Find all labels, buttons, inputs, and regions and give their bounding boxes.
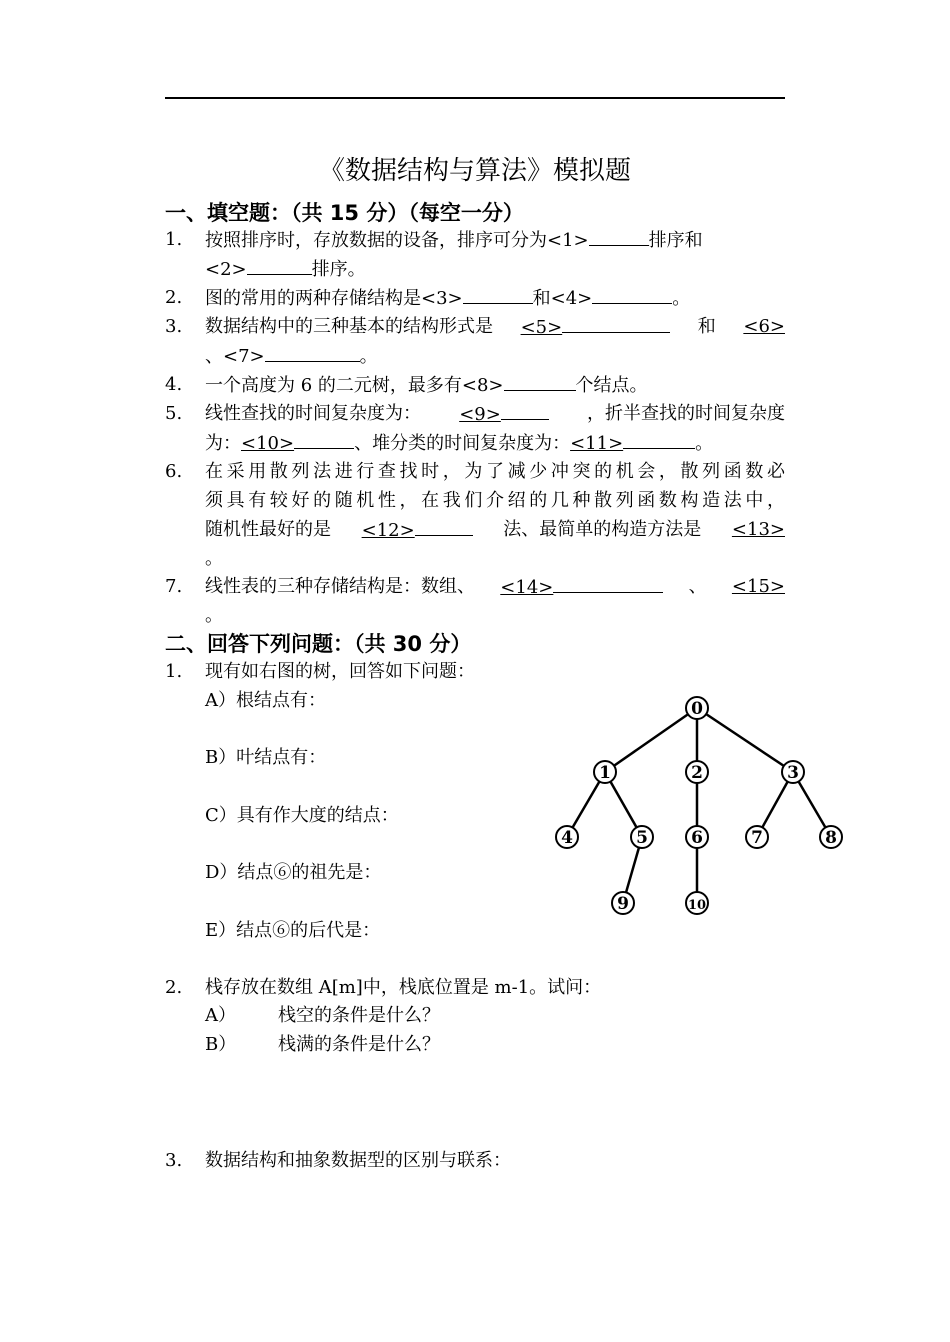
answer-blank-12[interactable]: <12> bbox=[361, 520, 415, 541]
q1-number: 1. bbox=[165, 229, 183, 250]
section-1-heading: 一、填空题：（共 15 分）（每空一分） bbox=[165, 201, 524, 225]
svg-text:8: 8 bbox=[825, 828, 837, 848]
s2-q2-b: 栈满的条件是什么？ bbox=[278, 1034, 440, 1055]
q6-line-2: 须具有较好的随机性，在我们介绍的几种散列函数构造法中， bbox=[205, 490, 785, 511]
tree-node-9 bbox=[612, 892, 634, 914]
answer-blank-14[interactable]: <14> bbox=[500, 577, 554, 598]
answer-blank-13[interactable]: <13> bbox=[731, 519, 785, 540]
answer-blank-4[interactable] bbox=[592, 285, 672, 304]
answer-blank-2[interactable] bbox=[247, 256, 312, 275]
tree-node-1 bbox=[594, 761, 616, 783]
q6-line-1: 在采用散列法进行查找时，为了减少冲突的机会，散列函数必 bbox=[205, 461, 785, 482]
s2-q1-c: C）具有作大度的结点： bbox=[205, 805, 399, 826]
tree-node-0 bbox=[686, 697, 708, 719]
svg-text:1: 1 bbox=[599, 763, 611, 783]
q6-line-4: 。 bbox=[205, 548, 223, 569]
s2-q2-a-label: A） bbox=[205, 1005, 236, 1026]
q6-number: 6. bbox=[165, 461, 183, 482]
tree-node-10 bbox=[686, 892, 708, 914]
s2-q2-text: 栈存放在数组 A[m]中，栈底位置是 m-1。试问： bbox=[205, 977, 602, 998]
q3-line-2: 、<7> 。 bbox=[205, 343, 378, 370]
answer-blank-3[interactable] bbox=[463, 285, 533, 304]
answer-blank-1[interactable] bbox=[589, 227, 649, 246]
q3-line-1: 数据结构中的三种基本的结构形式是 <5> 和 <6> bbox=[205, 314, 785, 341]
s2-q1-text: 现有如右图的树，回答如下问题： bbox=[205, 661, 475, 682]
s2-q2-number: 2. bbox=[165, 977, 183, 998]
q6-line-3: 随机性最好的是 <12> 法、最简单的构造方法是 <13> bbox=[205, 517, 785, 544]
svg-text:7: 7 bbox=[751, 828, 763, 848]
q2-number: 2. bbox=[165, 287, 183, 308]
s2-q1-e: E）结点⑥的后代是： bbox=[205, 920, 381, 941]
tree-edge-0-1 bbox=[605, 708, 697, 772]
tree-node-5 bbox=[631, 826, 653, 848]
q4-line: 一个高度为 6 的二元树，最多有<8> 个结点。 bbox=[205, 372, 648, 399]
answer-blank-7[interactable] bbox=[265, 343, 360, 362]
svg-text:5: 5 bbox=[636, 828, 648, 848]
svg-text:0: 0 bbox=[691, 699, 703, 719]
tree-node-6 bbox=[686, 826, 708, 848]
svg-text:10: 10 bbox=[687, 898, 707, 913]
svg-text:4: 4 bbox=[561, 828, 573, 848]
tree-node-4 bbox=[556, 826, 578, 848]
q2-line: 图的常用的两种存储结构是<3> 和<4> 。 bbox=[205, 285, 690, 312]
tree-node-7 bbox=[746, 826, 768, 848]
q5-line-2: 为：<10> 、堆分类的时间复杂度为：<11> 。 bbox=[205, 430, 713, 457]
s2-q1-a: A）根结点有： bbox=[205, 690, 326, 711]
answer-blank-11[interactable]: <11> bbox=[570, 433, 624, 454]
s2-q1-d: D）结点⑥的祖先是： bbox=[205, 862, 382, 883]
q7-line-1: 线性表的三种存储结构是：数组、 <14> 、 <15> bbox=[205, 574, 785, 601]
answer-blank-6[interactable]: <6> bbox=[743, 316, 785, 337]
s2-q1-b: B）叶结点有： bbox=[205, 747, 327, 768]
s2-q2-b-label: B） bbox=[205, 1034, 237, 1055]
q3-number: 3. bbox=[165, 316, 183, 337]
s2-q2-a: 栈空的条件是什么？ bbox=[278, 1005, 440, 1026]
tree-node-8 bbox=[820, 826, 842, 848]
tree-node-3 bbox=[782, 761, 804, 783]
header-rule bbox=[165, 97, 785, 99]
q7-line-2: 。 bbox=[205, 605, 223, 626]
answer-blank-15[interactable]: <15> bbox=[731, 576, 785, 597]
s2-q1-number: 1. bbox=[165, 661, 183, 682]
q5-line-1: 线性查找的时间复杂度为： <9> ，折半查找的时间复杂度 bbox=[205, 403, 785, 425]
answer-blank-10[interactable]: <10> bbox=[241, 433, 295, 454]
s2-q3-text: 数据结构和抽象数据型的区别与联系： bbox=[205, 1150, 511, 1171]
answer-blank-5[interactable]: <5> bbox=[520, 317, 563, 338]
tree-edge-0-3 bbox=[697, 708, 793, 772]
answer-blank-8[interactable] bbox=[504, 372, 576, 391]
q5-number: 5. bbox=[165, 403, 183, 424]
svg-text:6: 6 bbox=[691, 828, 703, 848]
q4-number: 4. bbox=[165, 374, 183, 395]
q1-line-1: 按照排序时，存放数据的设备，排序可分为<1> 排序和 bbox=[205, 227, 703, 254]
svg-text:3: 3 bbox=[787, 763, 799, 783]
svg-text:9: 9 bbox=[617, 894, 629, 914]
svg-text:2: 2 bbox=[691, 763, 703, 783]
q7-number: 7. bbox=[165, 576, 183, 597]
tree-diagram bbox=[545, 685, 855, 925]
section-2-heading: 二、回答下列问题：（共 30 分） bbox=[165, 632, 472, 656]
answer-blank-9[interactable]: <9> bbox=[459, 404, 501, 425]
page-title: 《数据结构与算法》模拟题 bbox=[318, 156, 631, 186]
q1-line-2: <2> 排序。 bbox=[205, 256, 366, 283]
tree-node-2 bbox=[686, 761, 708, 783]
s2-q3-number: 3. bbox=[165, 1150, 183, 1171]
